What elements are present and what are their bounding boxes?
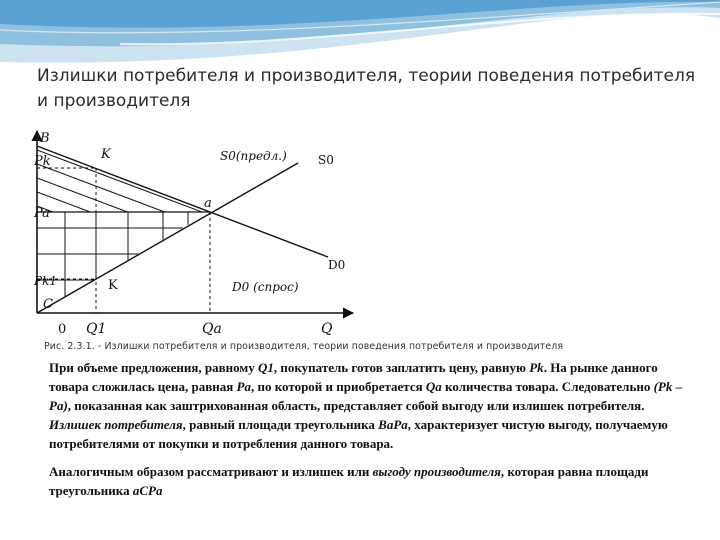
paragraph-2: Аналогичным образом рассматривают и излишек или выгоду производителя, которая равна площади треугольника aCPa (49, 464, 649, 498)
label-d0: D0 (328, 258, 346, 272)
label-d0-spros: D0 (спрос) (232, 280, 299, 294)
label-c: C (43, 297, 53, 312)
label-pa: Pa (34, 206, 50, 221)
label-k-top: K (101, 147, 111, 162)
label-pk1: Pk1 (34, 274, 57, 288)
slide-title: Излишки потребителя и производителя, теории поведения потребителя и производителя (37, 66, 696, 111)
body-text (49, 358, 689, 500)
label-origin: 0 (58, 322, 67, 337)
label-q: Q (321, 321, 333, 337)
label-k-bottom: K (108, 278, 118, 293)
figure-caption: Рис. 2.3.1. - Излишки потребителя и производителя, теории поведения потребителя и производителя (44, 341, 564, 352)
label-a: a (204, 196, 212, 211)
label-qa: Qa (202, 321, 222, 337)
surplus-diagram (28, 128, 368, 342)
paragraph-1: При объеме предложения, равному Q1, покупатель готов заплатить цену, равную Pk. На рынке данного товара сложилась цена, равная Pa, по которой и приобретается Qa количества товара. Следовательно (Pk – Pa), показанная как заштрихованная область, представляет собой выгоду или излишек потребителя. Излишек потребителя, равный площади треугольника BaPa, характеризует чистую выгоду, получаемую потребителями от покупки и потребления данного товара. (49, 360, 683, 451)
label-s0-preds: S0(предл.) (220, 149, 287, 163)
label-s0: S0 (318, 153, 334, 167)
label-b: B (40, 131, 50, 146)
label-pk: Pk (34, 154, 51, 169)
label-q1: Q1 (86, 321, 107, 337)
